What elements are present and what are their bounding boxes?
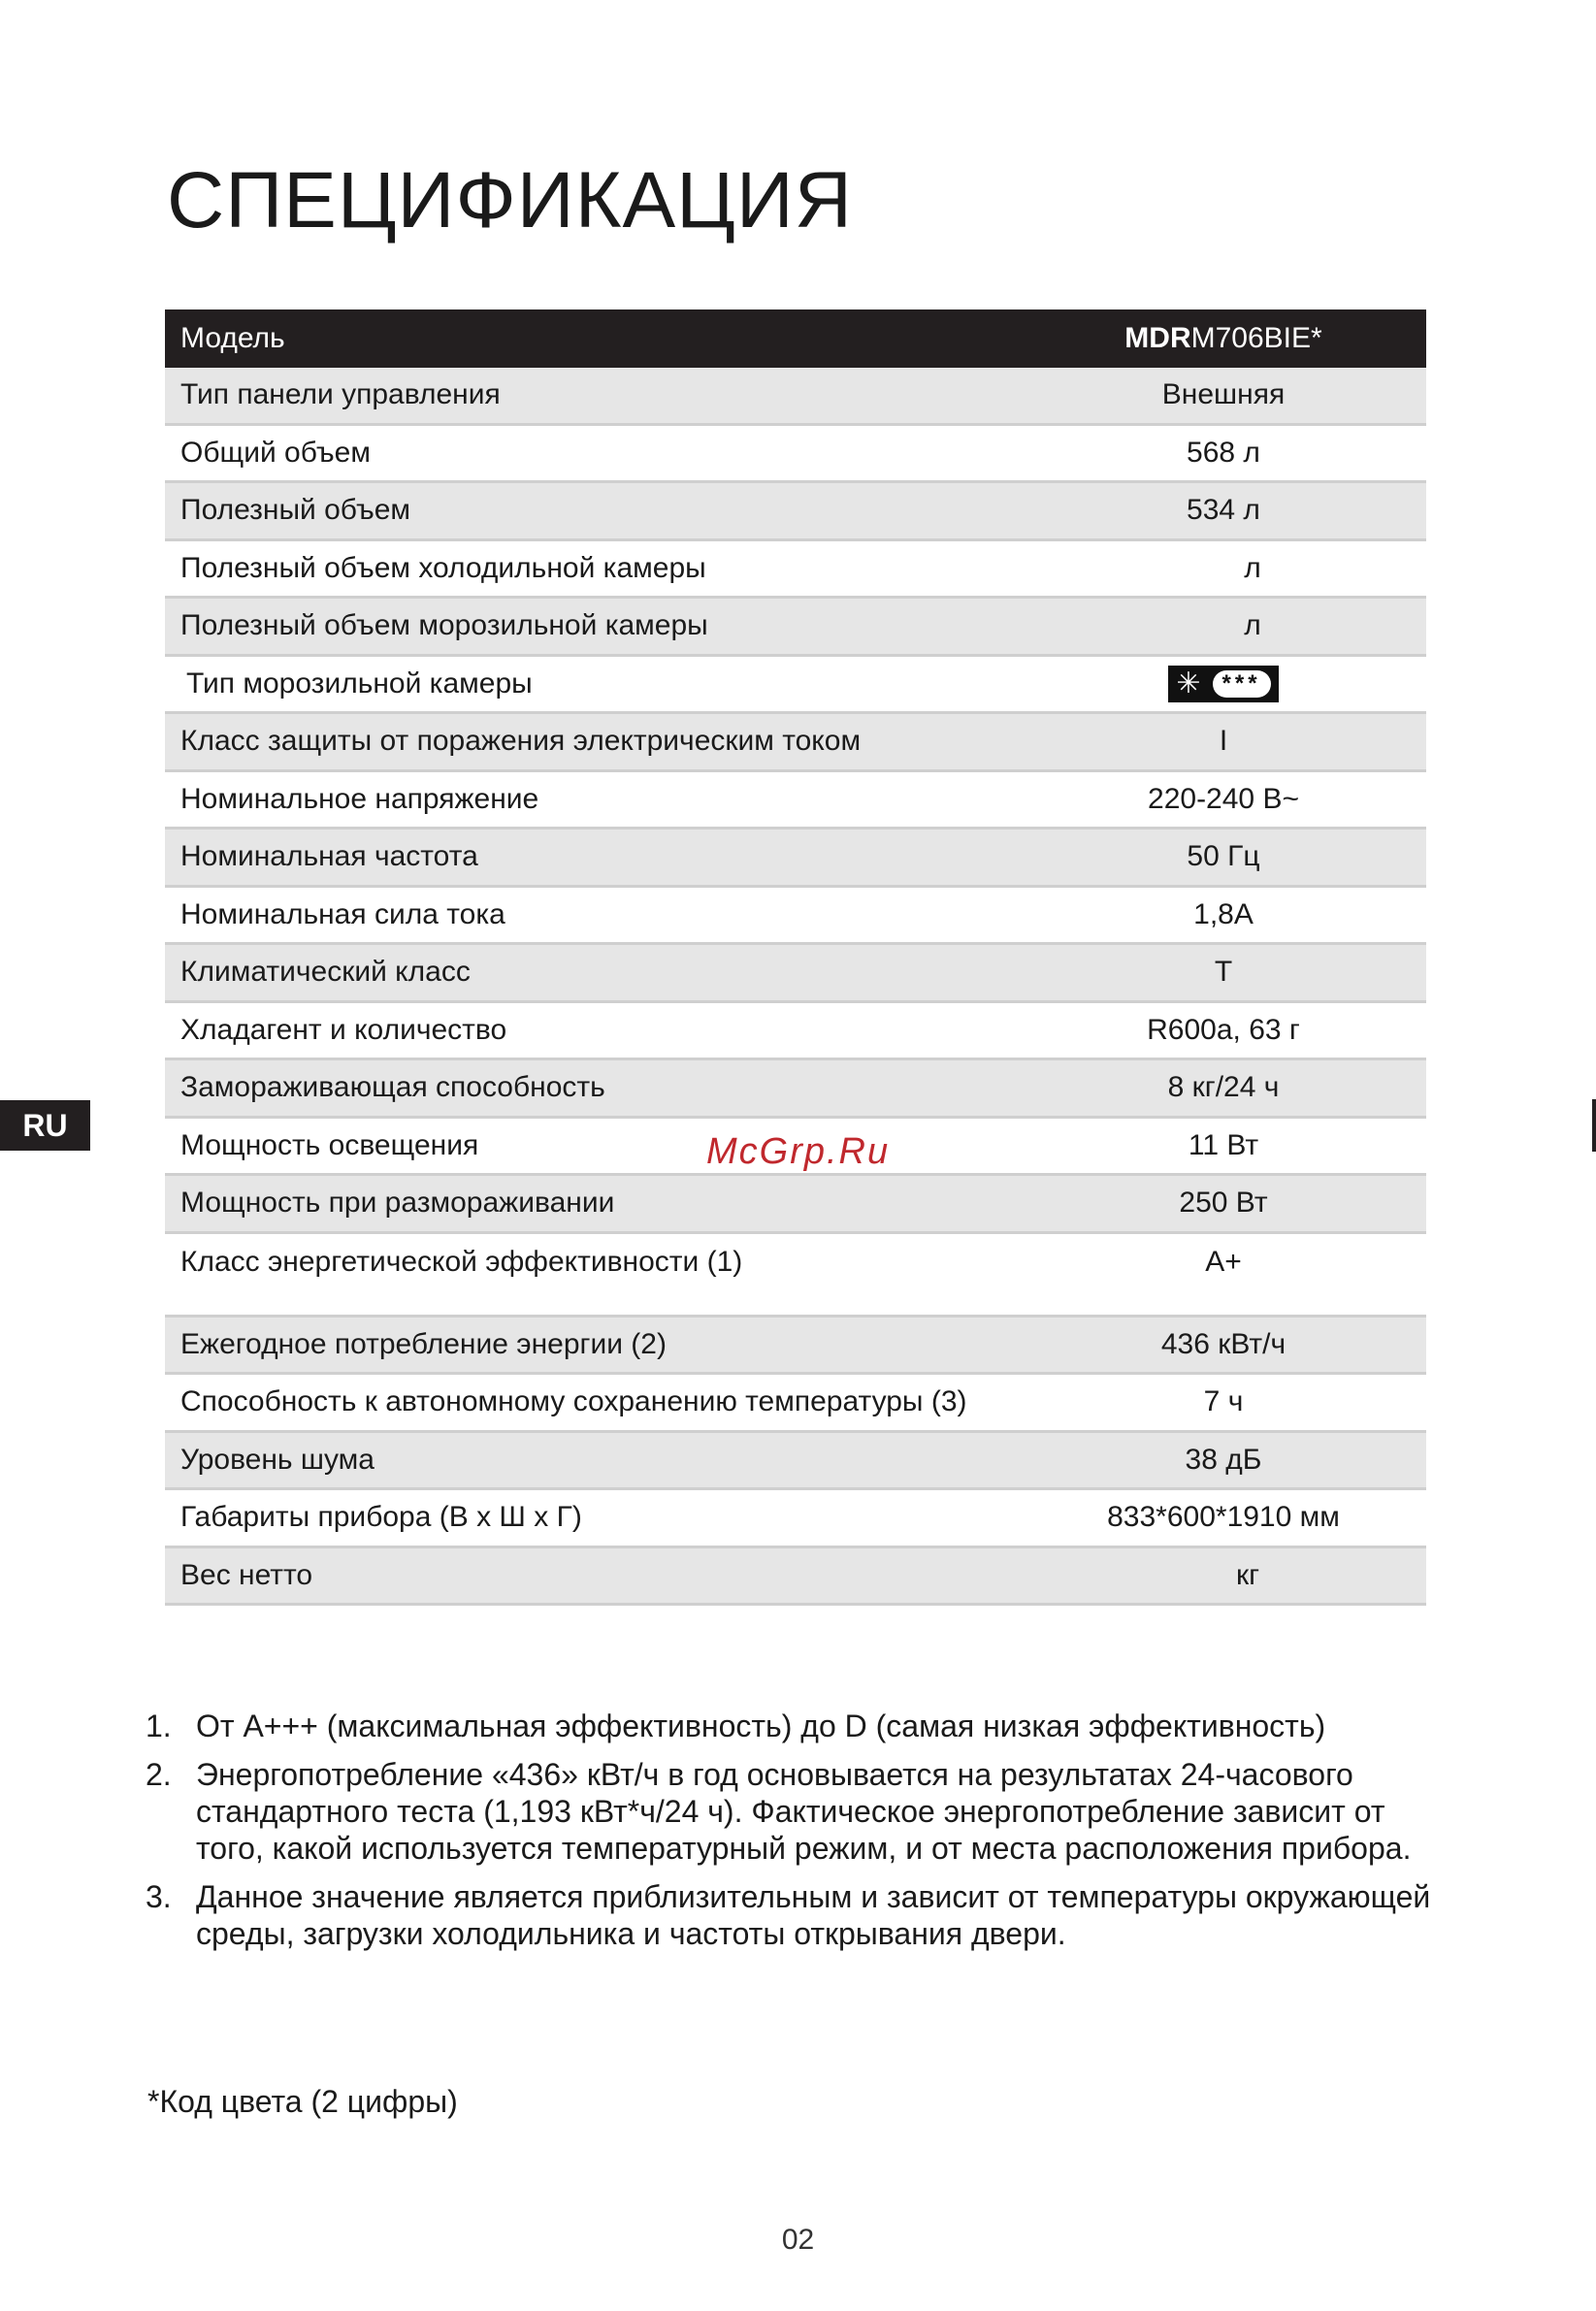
row-label: Номинальное напряжение <box>165 770 1059 829</box>
edge-marker <box>1592 1099 1596 1152</box>
page-title: СПЕЦИФИКАЦИЯ <box>167 156 853 244</box>
table-row <box>165 598 1426 656</box>
row-value: 250 Вт <box>1059 1175 1426 1233</box>
row-value: 568 л <box>1059 424 1426 482</box>
row-label: Хладагент и количество <box>165 1001 1059 1059</box>
row-label: Класс энергетической эффективности (1) <box>165 1232 1059 1316</box>
row-label: Тип панели управления <box>165 368 1059 424</box>
row-label: Номинальная сила тока <box>165 886 1059 944</box>
stars-badge: *** <box>1213 670 1271 698</box>
row-value <box>1059 655 1426 713</box>
table-row <box>165 1001 1426 1059</box>
row-label: Полезный объем <box>165 482 1059 540</box>
footnote-number: 1. <box>146 1709 172 1743</box>
row-value: л <box>1059 539 1426 598</box>
row-value: Внешняя <box>1059 368 1426 424</box>
footnotes <box>146 1708 1446 1964</box>
row-label: Уровень шума <box>165 1431 1059 1489</box>
row-label: Ежегодное потребление энергии (2) <box>165 1316 1059 1374</box>
footnote-text: От А+++ (максимальная эффективность) до D (самая низкая эффективность) <box>196 1709 1326 1743</box>
row-label: Тип морозильной камеры <box>165 655 1059 713</box>
model-prefix: MDR <box>1124 322 1191 354</box>
row-value: 50 Гц <box>1059 829 1426 887</box>
row-value: I <box>1059 713 1426 771</box>
row-label: Вес нетто <box>165 1546 1059 1605</box>
row-label: Полезный объем холодильной камеры <box>165 539 1059 598</box>
row-label: Мощность при размораживании <box>165 1175 1059 1233</box>
table-row <box>165 944 1426 1002</box>
table-row <box>165 886 1426 944</box>
row-label: Замораживающая способность <box>165 1059 1059 1118</box>
row-value: 8 кг/24 ч <box>1059 1059 1426 1118</box>
footnote-text: Энергопотребление «436» кВт/ч в год основывается на результатах 24-часового стандартного теста (1,193 кВт*ч/24 ч). Фактическое энергопотребление зависит от того, какой используется температурный режим, и от места расположения прибора. <box>196 1757 1412 1866</box>
table-row <box>165 1059 1426 1118</box>
header-model <box>1059 309 1426 368</box>
row-value: 833*600*1910 мм <box>1059 1489 1426 1547</box>
table-row <box>165 1175 1426 1233</box>
row-label: Общий объем <box>165 424 1059 482</box>
row-label: Мощность освещения <box>165 1117 1059 1175</box>
row-value: 1,8А <box>1059 886 1426 944</box>
snowflake-icon: ✳ <box>1176 667 1201 700</box>
footnote-text: Данное значение является приблизительным и зависит от температуры окружающей среды, загрузки холодильника и частоты открывания двери. <box>196 1879 1431 1951</box>
row-value: A+ <box>1059 1232 1426 1316</box>
row-label: Габариты прибора (В х Ш х Г) <box>165 1489 1059 1547</box>
footnote-number: 3. <box>146 1879 172 1914</box>
table-row <box>165 539 1426 598</box>
header-label: Модель <box>165 309 1059 368</box>
table-row <box>165 1546 1426 1605</box>
row-label: Номинальная частота <box>165 829 1059 887</box>
row-label: Климатический класс <box>165 944 1059 1002</box>
row-value: T <box>1059 944 1426 1002</box>
table-row <box>165 1232 1426 1316</box>
row-value: 11 Вт <box>1059 1117 1426 1175</box>
row-value: 534 л <box>1059 482 1426 540</box>
watermark: McGrp.Ru <box>706 1131 891 1172</box>
row-label: Класс защиты от поражения электрическим током <box>165 713 1059 771</box>
row-value: кг <box>1059 1546 1426 1605</box>
footnote-number: 2. <box>146 1757 172 1792</box>
model-suffix: M706BIE* <box>1190 322 1322 354</box>
table-row <box>165 424 1426 482</box>
row-value: R600a, 63 г <box>1059 1001 1426 1059</box>
table-row <box>165 1489 1426 1547</box>
row-value: 38 дБ <box>1059 1431 1426 1489</box>
freezer-four-star-icon <box>1168 666 1278 702</box>
row-value: 436 кВт/ч <box>1059 1316 1426 1374</box>
table-row <box>165 713 1426 771</box>
table-row <box>165 829 1426 887</box>
table-row <box>165 770 1426 829</box>
table-row <box>165 1316 1426 1374</box>
table-row <box>165 1374 1426 1432</box>
row-value: л <box>1059 598 1426 656</box>
table-row <box>165 1431 1426 1489</box>
language-tab: RU <box>0 1100 90 1151</box>
table-row <box>165 368 1426 424</box>
row-label: Способность к автономному сохранению температуры (3) <box>165 1374 1059 1432</box>
footnote-item <box>146 1708 1446 1744</box>
footnote-item <box>146 1878 1446 1952</box>
row-value: 7 ч <box>1059 1374 1426 1432</box>
footnote-item <box>146 1756 1446 1867</box>
table-header-row <box>165 309 1426 368</box>
spec-table <box>165 309 1426 1606</box>
color-code-note: *Код цвета (2 цифры) <box>147 2084 458 2119</box>
row-label: Полезный объем морозильной камеры <box>165 598 1059 656</box>
page-number: 02 <box>781 2224 815 2256</box>
table-row <box>165 655 1426 713</box>
row-value: 220-240 В~ <box>1059 770 1426 829</box>
table-row <box>165 482 1426 540</box>
